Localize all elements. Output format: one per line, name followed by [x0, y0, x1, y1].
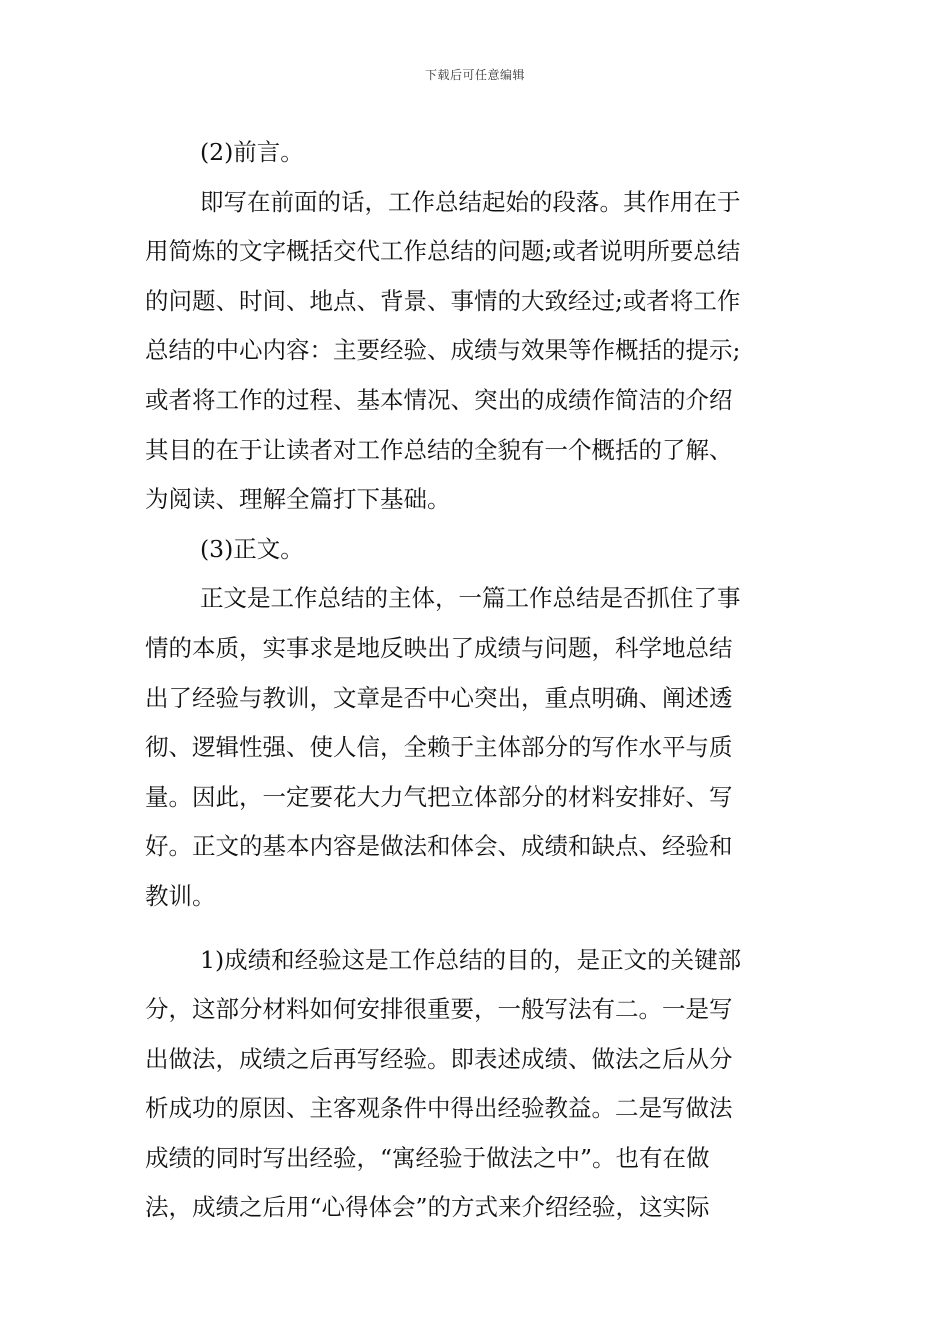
document-body: [145, 128, 805, 1233]
paragraph-line: 为阅读、理解全篇打下基础。: [145, 485, 451, 514]
paragraph-line: 成绩的同时写出经验，“寓经验于做法之中”。也有在做: [145, 1143, 710, 1172]
paragraph-line: 即写在前面的话，工作总结起始的段落。其作用在于: [200, 187, 741, 216]
paragraph-line: 的问题、时间、地点、背景、事情的大致经过;或者将工作: [145, 286, 741, 315]
paragraph-line: 析成功的原因、主客观条件中得出经验教益。二是写做法: [145, 1094, 733, 1123]
paragraph-line: 1)成绩和经验这是工作总结的目的，是正文的关键部: [200, 945, 742, 974]
paragraph-line: 法，成绩之后用“心得体会”的方式来介绍经验，这实际: [145, 1193, 710, 1222]
paragraph-line: 量。因此，一定要花大力气把立体部分的材料安排好、写: [145, 782, 733, 811]
paragraph-line: 用简炼的文字概括交代工作总结的问题;或者说明所要总结: [145, 237, 741, 266]
paragraph-line: 分，这部分材料如何安排很重要，一般写法有二。一是写: [145, 995, 733, 1024]
section-heading-preface: (2)前言。: [200, 138, 304, 166]
paragraph-line: 情的本质，实事求是地反映出了成绩与问题，科学地总结: [145, 633, 733, 662]
paragraph-line: 出了经验与教训，文章是否中心突出，重点明确、阐述透: [145, 683, 733, 712]
paragraph-line: 教训。: [145, 881, 216, 910]
paragraph-line: 总结的中心内容：主要经验、成绩与效果等作概括的提示;: [145, 336, 741, 365]
paragraph-spacer: [145, 922, 805, 936]
paragraph-line: 好。正文的基本内容是做法和体会、成绩和缺点、经验和: [145, 832, 733, 861]
section-heading-main-text: (3)正文。: [200, 534, 304, 563]
paragraph-line: 其目的在于让读者对工作总结的全貌有一个概括的了解、: [145, 435, 733, 464]
paragraph-line: 正文是工作总结的主体，一篇工作总结是否抓住了事: [200, 584, 741, 613]
paragraph-line: 出做法，成绩之后再写经验。即表述成绩、做法之后从分: [145, 1044, 733, 1073]
paragraph-line: 或者将工作的过程、基本情况、突出的成绩作简洁的介绍: [145, 385, 733, 414]
page-header: 下载后可任意编辑: [424, 68, 525, 82]
paragraph-line: 彻、逻辑性强、使人信，全赖于主体部分的写作水平与质: [145, 733, 733, 762]
